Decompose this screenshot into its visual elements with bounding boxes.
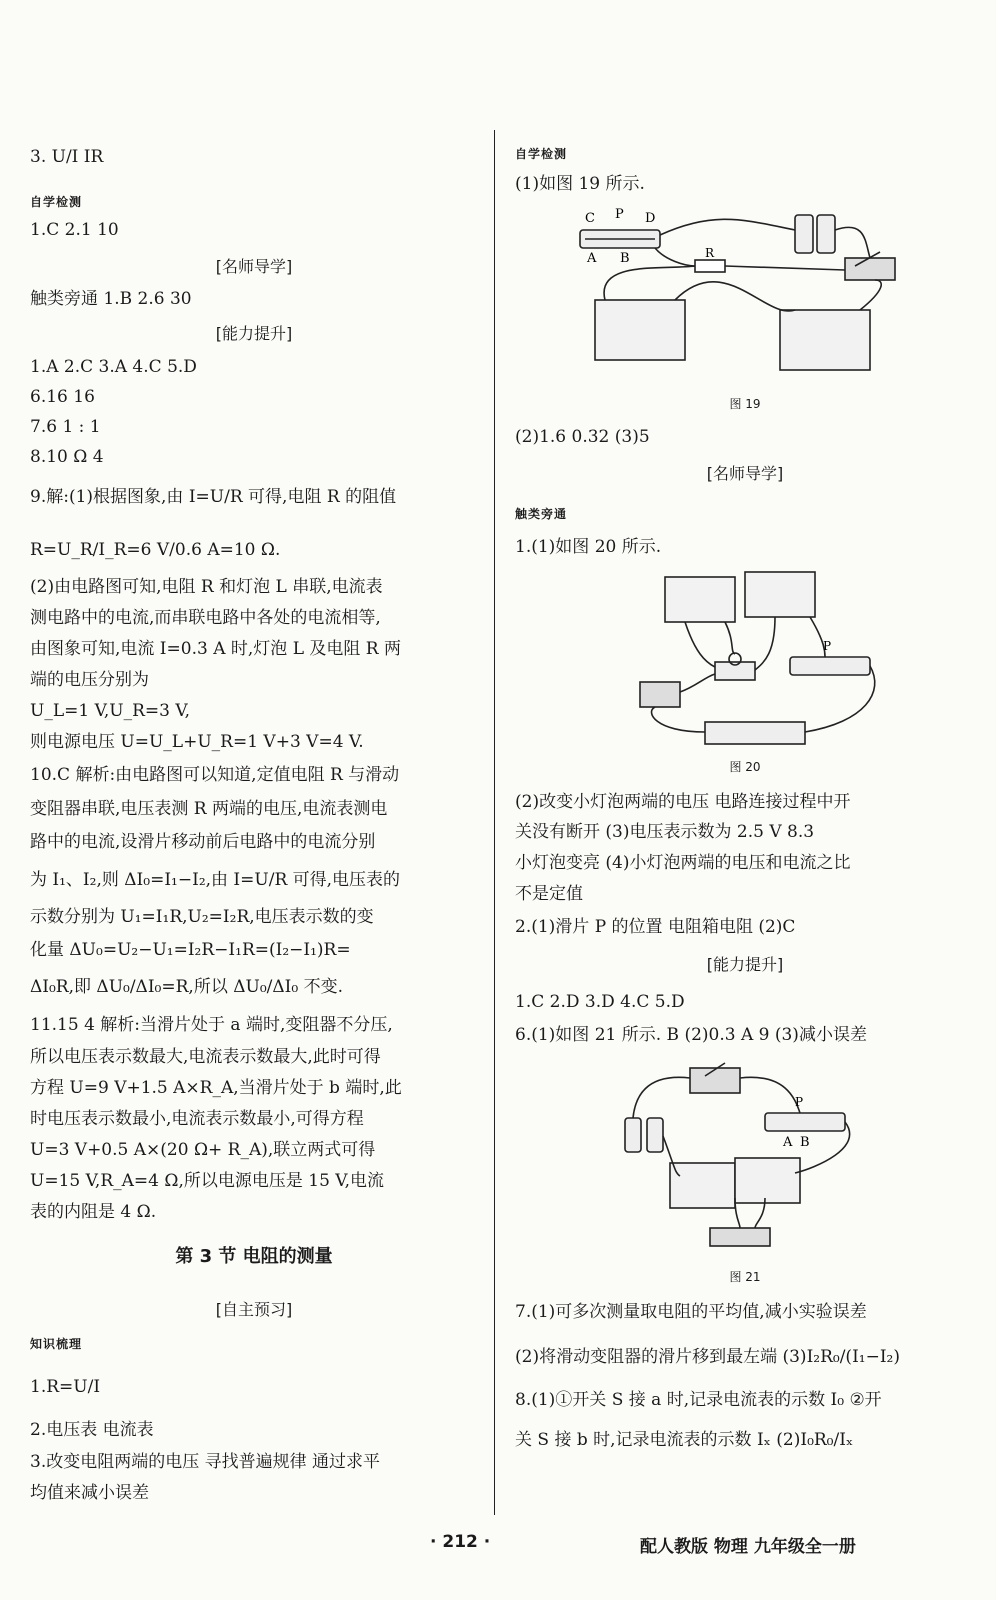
- figure-caption: 图 21: [729, 1270, 761, 1284]
- fig19-label: B: [620, 251, 630, 266]
- answer-line: 示数分别为 U₁=I₁R,U₂=I₂R,电压表示数的变: [30, 907, 374, 927]
- fig21-label: A: [783, 1135, 793, 1150]
- answer-line: ΔI₀R,即 ΔU₀/ΔI₀=R,所以 ΔU₀/ΔI₀ 不变.: [30, 977, 343, 997]
- answer-line: 9.解:(1)根据图象,由 I=U/R 可得,电阻 R 的阻值: [30, 487, 397, 507]
- answer-line: 触类旁通 1.B 2.6 30: [30, 289, 192, 309]
- answer-line: (2)1.6 0.32 (3)5: [515, 427, 650, 447]
- answer-line: 8.10 Ω 4: [30, 447, 104, 467]
- heading-zizhu: [自主预习]: [215, 1300, 293, 1319]
- answer-line: 1.(1)如图 20 所示.: [515, 537, 662, 557]
- answer-line: 7.(1)可多次测量取电阻的平均值,减小实验误差: [515, 1302, 867, 1322]
- answer-line: 10.C 解析:由电路图可以知道,定值电阻 R 与滑动: [30, 765, 400, 785]
- section-title: 第 3 节 电阻的测量: [175, 1246, 333, 1267]
- answer-line: 所以电压表示数最大,电流表示数最大,此时可得: [30, 1047, 381, 1067]
- subheading-zixue: 自学检测: [30, 195, 83, 209]
- fig21-label: B: [800, 1135, 810, 1150]
- answer-line: U=3 V+0.5 A×(20 Ω+ R_A),联立两式可得: [30, 1140, 376, 1160]
- answer-line: U_L=1 V,U_R=3 V,: [30, 701, 191, 721]
- heading-nengli: [能力提升]: [706, 955, 784, 974]
- answer-line: 3.改变电阻两端的电压 寻找普遍规律 通过求平: [30, 1452, 381, 1472]
- answer-line: R=U_R/I_R=6 V/0.6 A=10 Ω.: [30, 540, 281, 560]
- answer-line: 1.C 2.D 3.D 4.C 5.D: [515, 992, 685, 1012]
- answer-line: (1)如图 19 所示.: [515, 174, 645, 194]
- answer-line: 1.A 2.C 3.A 4.C 5.D: [30, 357, 197, 377]
- subheading-chulei: 触类旁通: [515, 507, 568, 521]
- figure-caption: 图 19: [729, 397, 761, 411]
- heading-mingshi: [名师导学]: [706, 464, 784, 483]
- fig19-label: P: [615, 207, 624, 222]
- answer-line: 测电路中的电流,而串联电路中各处的电流相等,: [30, 608, 381, 628]
- answer-line: 7.6 1 : 1: [30, 417, 101, 437]
- answer-line: 时电压表示数最小,电流表示数最小,可得方程: [30, 1109, 364, 1129]
- subheading-zixue: 自学检测: [515, 147, 568, 161]
- answer-line: (2)由电路图可知,电阻 R 和灯泡 L 串联,电流表: [30, 577, 383, 597]
- fig19-label: A: [587, 251, 597, 266]
- answer-line: (2)改变小灯泡两端的电压 电路连接过程中开: [515, 792, 851, 812]
- answer-line: 小灯泡变亮 (4)小灯泡两端的电压和电流之比: [515, 853, 851, 873]
- answer-line: 端的电压分别为: [30, 670, 149, 690]
- answer-line: U=15 V,R_A=4 Ω,所以电源电压是 15 V,电流: [30, 1171, 385, 1191]
- fig21-label: P: [795, 1095, 804, 1109]
- answer-line: 为 I₁、I₂,则 ΔI₀=I₁−I₂,由 I=U/R 可得,电压表的: [30, 870, 401, 890]
- answer-line: 则电源电压 U=U_L+U_R=1 V+3 V=4 V.: [30, 732, 364, 752]
- column-divider: [494, 130, 495, 1515]
- answer-line: 表的内阻是 4 Ω.: [30, 1202, 157, 1222]
- answer-line: 2.电压表 电流表: [30, 1420, 154, 1440]
- answer-line: 方程 U=9 V+1.5 A×R_A,当滑片处于 b 端时,此: [30, 1078, 402, 1098]
- answer-line: (2)将滑动变阻器的滑片移到最左端 (3)I₂R₀/(I₁−I₂): [515, 1347, 901, 1367]
- figure-caption: 图 20: [729, 760, 761, 774]
- subheading-zhishi: 知识梳理: [30, 1337, 83, 1351]
- answer-line: 6.16 16: [30, 387, 95, 407]
- answer-line: 关没有断开 (3)电压表示数为 2.5 V 8.3: [515, 822, 815, 842]
- answer-line: 化量 ΔU₀=U₂−U₁=I₂R−I₁R=(I₂−I₁)R=: [30, 940, 351, 960]
- fig20-label: P: [823, 639, 832, 653]
- answer-line: 关 S 接 b 时,记录电流表的示数 Iₓ (2)I₀R₀/Iₓ: [515, 1430, 854, 1450]
- answer-line: 1.R=U/I: [30, 1377, 101, 1397]
- answer-line: 3. U/I IR: [30, 147, 104, 167]
- fig19-label: D: [645, 211, 656, 226]
- answer-line: 路中的电流,设滑片移动前后电路中的电流分别: [30, 832, 376, 852]
- answer-line: 变阻器串联,电压表测 R 两端的电压,电流表测电: [30, 799, 388, 819]
- heading-mingshi: [名师导学]: [215, 257, 293, 276]
- fig19-label: R: [705, 246, 715, 260]
- answer-line: 1.C 2.1 10: [30, 220, 119, 240]
- answer-line: 不是定值: [515, 884, 583, 904]
- circuit-figure-19: [565, 200, 925, 400]
- page-number: · 212 ·: [430, 1532, 491, 1552]
- answer-line: 由图象可知,电流 I=0.3 A 时,灯泡 L 及电阻 R 两: [30, 639, 401, 659]
- heading-nengli: [能力提升]: [215, 324, 293, 343]
- edition-label: 配人教版 物理 九年级全一册: [640, 1537, 856, 1557]
- answer-line: 均值来减小误差: [30, 1483, 149, 1503]
- fig19-label: C: [585, 211, 595, 226]
- answer-line: 6.(1)如图 21 所示. B (2)0.3 A 9 (3)减小误差: [515, 1025, 867, 1045]
- answer-line: 11.15 4 解析:当滑片处于 a 端时,变阻器不分压,: [30, 1015, 393, 1035]
- circuit-figure-21: [615, 1058, 895, 1258]
- answer-line: 2.(1)滑片 P 的位置 电阻箱电阻 (2)C: [515, 917, 796, 937]
- circuit-figure-20: [625, 562, 885, 757]
- answer-line: 8.(1)①开关 S 接 a 时,记录电流表的示数 I₀ ②开: [515, 1390, 882, 1410]
